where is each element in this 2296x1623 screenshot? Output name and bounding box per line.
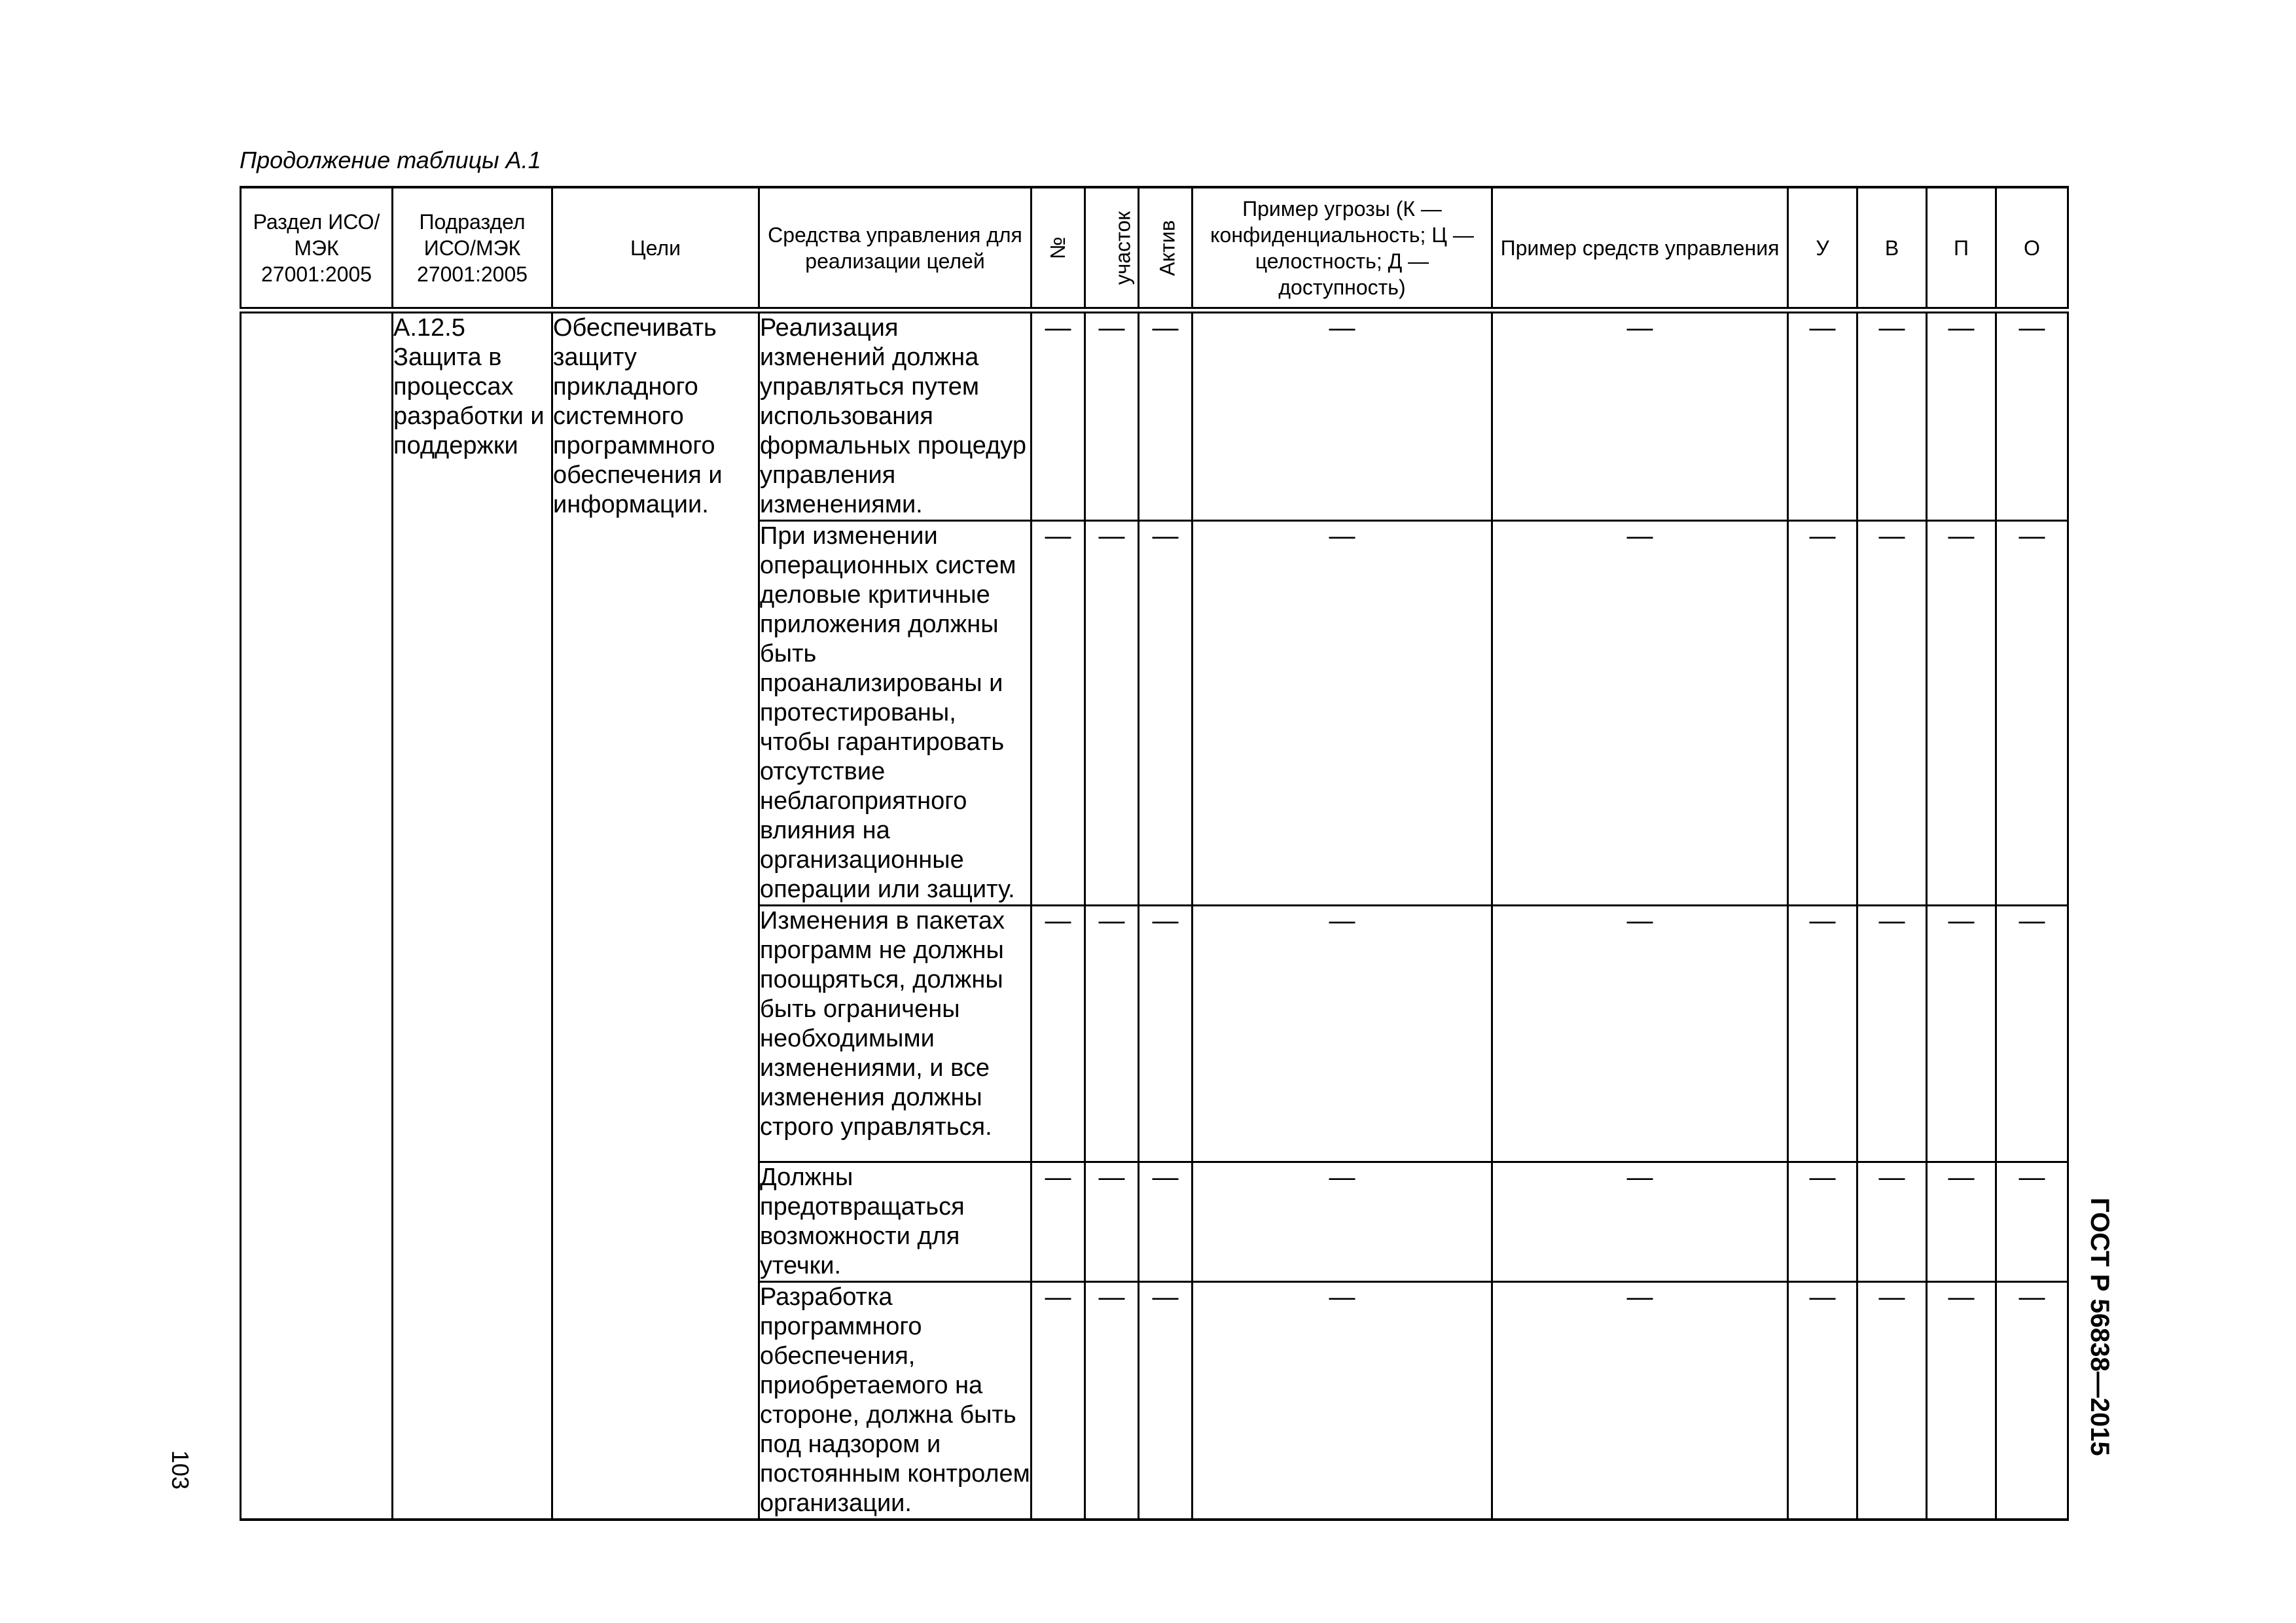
o-cell: —	[1996, 1162, 2068, 1282]
header-goals: Цели	[552, 187, 759, 310]
u-cell: —	[1788, 1162, 1857, 1282]
header-u: У	[1788, 187, 1857, 310]
header-asset-label: Актив	[1155, 219, 1179, 276]
page-number: 103	[167, 1450, 194, 1490]
threat-cell: —	[1193, 310, 1492, 521]
threat-cell: —	[1193, 521, 1492, 906]
header-control-example: Пример средств управления	[1492, 187, 1788, 310]
header-asset	[1139, 187, 1193, 310]
asset-cell: —	[1139, 1162, 1193, 1282]
p-cell: —	[1927, 310, 1996, 521]
control-example-cell: —	[1492, 310, 1788, 521]
number-cell: —	[1031, 310, 1085, 521]
o-cell: —	[1996, 521, 2068, 906]
u-cell: —	[1788, 906, 1857, 1162]
o-cell: —	[1996, 1282, 2068, 1520]
v-cell: —	[1857, 310, 1927, 521]
control-example-cell: —	[1492, 1162, 1788, 1282]
o-cell: —	[1996, 906, 2068, 1162]
section-cell	[241, 310, 393, 1520]
control-cell: Разработка программного обеспечения, приобретаемого на стороне, должна быть под надзором и постоянным контролем организации.	[759, 1282, 1031, 1520]
threat-cell: —	[1193, 1282, 1492, 1520]
o-cell: —	[1996, 310, 2068, 521]
header-site-label: участок	[1111, 211, 1135, 285]
table-caption: Продолжение таблицы А.1	[240, 147, 541, 173]
site-cell: —	[1085, 1282, 1139, 1520]
header-controls: Средства управления для реализации целей	[759, 187, 1031, 310]
p-cell: —	[1927, 1282, 1996, 1520]
header-v: В	[1857, 187, 1927, 310]
asset-cell: —	[1139, 521, 1193, 906]
v-cell: —	[1857, 1162, 1927, 1282]
header-threat: Пример угрозы (К — конфиденциальность; Ц — целостность; Д — доступность)	[1193, 187, 1492, 310]
threat-cell: —	[1193, 906, 1492, 1162]
number-cell: —	[1031, 1282, 1085, 1520]
number-cell: —	[1031, 521, 1085, 906]
number-cell: —	[1031, 1162, 1085, 1282]
subsection-cell: А.12.5 Защита в процессах разработки и поддержки	[393, 310, 552, 1520]
document-code: ГОСТ Р 56838—2015	[2085, 1198, 2114, 1456]
requirements-table	[240, 186, 2069, 1521]
v-cell: —	[1857, 1282, 1927, 1520]
header-row	[241, 187, 2068, 310]
control-example-cell: —	[1492, 1282, 1788, 1520]
u-cell: —	[1788, 310, 1857, 521]
header-subsection: Подраздел ИСО/МЭК 27001:2005	[393, 187, 552, 310]
p-cell: —	[1927, 1162, 1996, 1282]
header-section: Раздел ИСО/МЭК 27001:2005	[241, 187, 393, 310]
v-cell: —	[1857, 521, 1927, 906]
control-example-cell: —	[1492, 906, 1788, 1162]
control-cell: Изменения в пакетах программ не должны поощряться, должны быть ограничены необходимыми изменениями, и все изменения должны строго управляться.	[759, 906, 1031, 1162]
goal-cell: Обеспечивать защиту прикладного системного программного обеспечения и информации.	[552, 310, 759, 1520]
header-o: О	[1996, 187, 2068, 310]
site-cell: —	[1085, 906, 1139, 1162]
u-cell: —	[1788, 1282, 1857, 1520]
site-cell: —	[1085, 1162, 1139, 1282]
control-cell: Должны предотвращаться возможности для утечки.	[759, 1162, 1031, 1282]
number-cell: —	[1031, 906, 1085, 1162]
u-cell: —	[1788, 521, 1857, 906]
table-row	[241, 310, 2068, 521]
asset-cell: —	[1139, 310, 1193, 521]
control-cell: При изменении операционных систем деловые критичные приложения должны быть проанализированы и протестированы, чтобы гарантировать отсутствие неблагоприятного влияния на организационные операции или защиту.	[759, 521, 1031, 906]
site-cell: —	[1085, 521, 1139, 906]
p-cell: —	[1927, 521, 1996, 906]
control-example-cell: —	[1492, 521, 1788, 906]
header-site	[1085, 187, 1139, 310]
control-cell: Реализация изменений должна управляться путем использования формальных процедур управления изменениями.	[759, 310, 1031, 521]
v-cell: —	[1857, 906, 1927, 1162]
asset-cell: —	[1139, 1282, 1193, 1520]
header-number-label: №	[1046, 236, 1070, 259]
asset-cell: —	[1139, 906, 1193, 1162]
p-cell: —	[1927, 906, 1996, 1162]
header-number	[1031, 187, 1085, 310]
threat-cell: —	[1193, 1162, 1492, 1282]
header-p: П	[1927, 187, 1996, 310]
site-cell: —	[1085, 310, 1139, 521]
